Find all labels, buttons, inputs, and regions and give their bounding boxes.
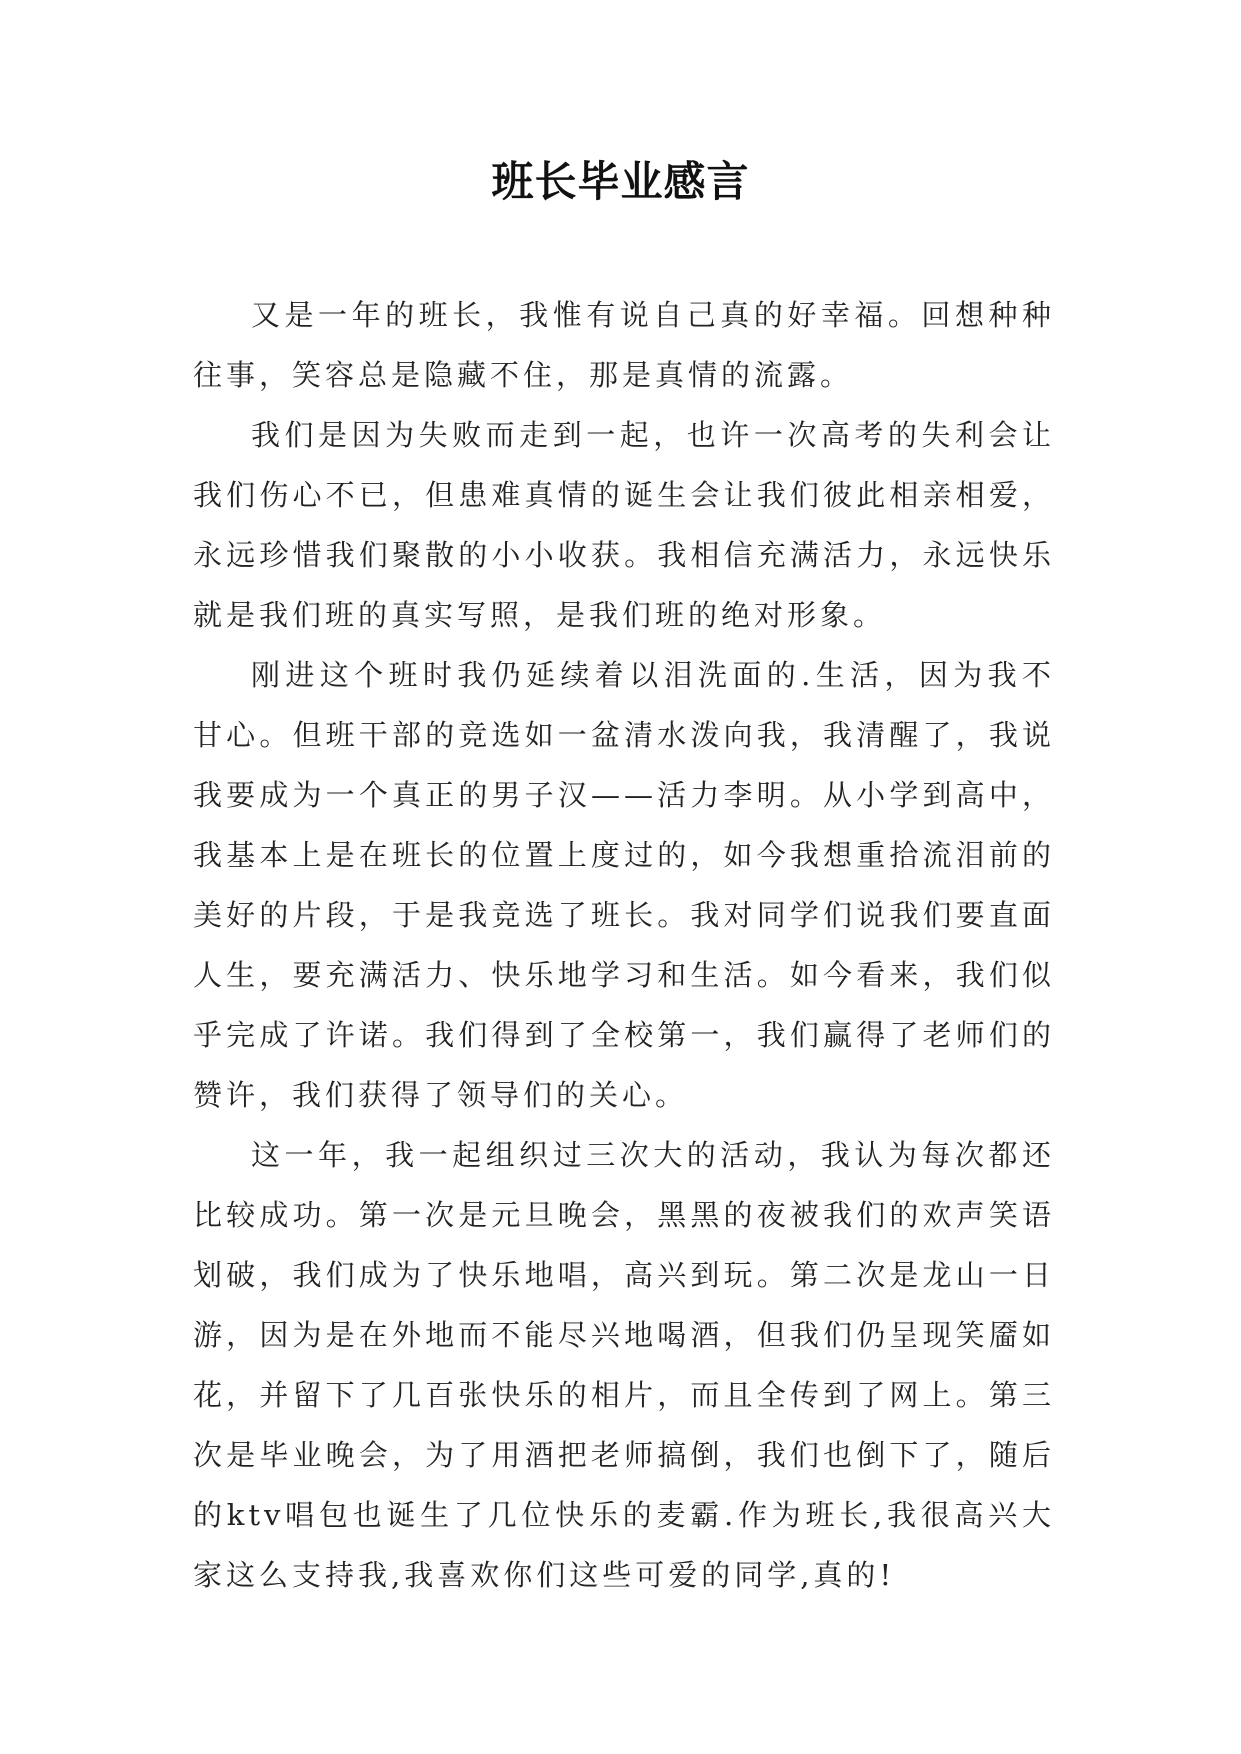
document-title: 班长毕业感言 [491,157,750,206]
paragraph-2: 我们是因为失败而走到一起，也许一次高考的失利会让我们伤心不已，但患难真情的诞生会让我们彼此相亲相爱，永远珍惜我们聚散的小小收获。我相信充满活力，永远快乐就是我们班的真实写照，是我们班的绝对形象。 [193,418,1055,632]
document-body [193,285,1055,1605]
paragraph-3: 刚进这个班时我仍延续着以泪洗面的.生活，因为我不甘心。但班干部的竞选如一盆清水泼向我，我清醒了，我说我要成为一个真正的男子汉——活力李明。从小学到高中，我基本上是在班长的位置上度过的，如今我想重拾流泪前的美好的片段，于是我竞选了班长。我对同学们说我们要直面人生，要充满活力、快乐地学习和生活。如今看来，我们似乎完成了许诺。我们得到了全校第一，我们赢得了老师们的赞许，我们获得了领导们的关心。 [193,658,1055,1112]
paragraph-1: 又是一年的班长，我惟有说自己真的好幸福。回想种种往事，笑容总是隐藏不住，那是真情的流露。 [193,298,1055,392]
paragraph-4: 这一年，我一起组织过三次大的活动，我认为每次都还比较成功。第一次是元旦晚会，黑黑的夜被我们的欢声笑语划破，我们成为了快乐地唱，高兴到玩。第二次是龙山一日游，因为是在外地而不能尽兴地喝酒，但我们仍呈现笑靥如花，并留下了几百张快乐的相片，而且全传到了网上。第三次是毕业晚会，为了用酒把老师搞倒，我们也倒下了，随后的ktv唱包也诞生了几位快乐的麦霸.作为班长,我很高兴大家这么支持我,我喜欢你们这些可爱的同学,真的! [193,1138,1055,1592]
